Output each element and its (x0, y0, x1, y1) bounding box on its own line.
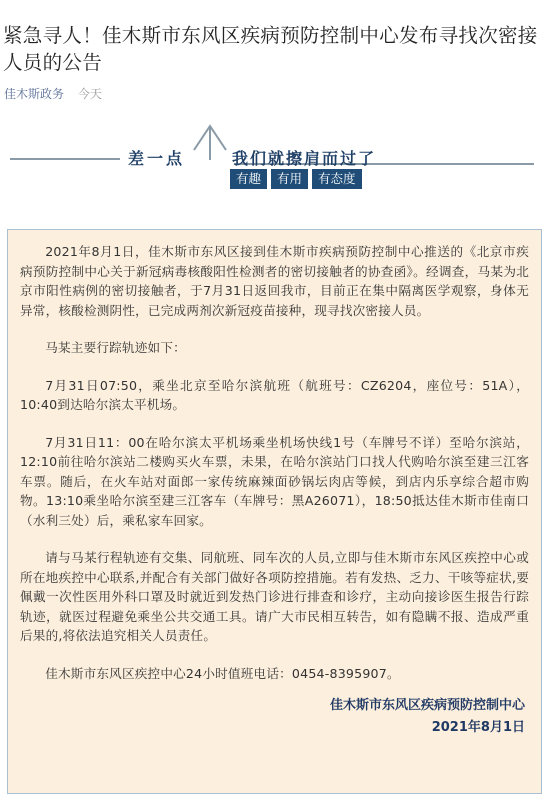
article-title: 紧急寻人！佳木斯市东风区疾病预防控制中心发布寻找次密接人员的公告 (3, 24, 538, 74)
header-banner (0, 120, 551, 195)
paragraph-itinerary-heading: 马某主要行踪轨迹如下： (45, 340, 186, 355)
paragraph-itinerary-2: 7月31日11：00在哈尔滨太平机场乘坐机场快线1号（车牌号不详）至哈尔滨站，12:10前往哈尔滨站二楼购买火车票，未果，在哈尔滨站门口找人代购哈尔滨至建三江客车票。随后，在火车站对面郎一家传统麻辣面砂锅坛肉店等候，到店内乐享综合超市购物。13:10乘坐哈尔滨至建三江客车（车牌号：黑A26071），18:50抵达佳木斯市佳南口（水利三处）后，乘私家车回家。 (20, 434, 529, 528)
paragraph-itinerary-1: 7月31日07:50，乘坐北京至哈尔滨航班（航班号：CZ6204，座位号：51A），10:40到达哈尔滨太平机场。 (20, 377, 529, 412)
paragraph-intro: 2021年8月1日，佳木斯市东风区接到佳木斯市疾病预防控制中心推送的《北京市疾病预防控制中心关于新冠病毒核酸阳性检测者的密切接触者的协查函》。经调查，马某为北京市阳性病例的密切接触者，于7月31日返回我市，目前正在集中隔离医学观察，身体无异常，核酸检测阴性，已完成两剂次新冠疫苗接种，现寻找次密接人员。 (20, 244, 529, 318)
source-account-link[interactable]: 佳木斯政务 (4, 87, 65, 101)
article-meta (4, 85, 102, 102)
paragraph-notice: 请与马某行程轨迹有交集、同航班、同车次的人员,立即与佳木斯市东风区疾控中心或所在地疾控中心联系,并配合有关部门做好各项防控措施。若有发热、乏力、干咳等症状,要佩戴一次性医用外科口罩及时就近到发热门诊进行排查和诊疗，主动向接诊医生报告行踪轨迹，就医过程避免乘坐公共交通工具。请广大市民相互转告，如有隐瞒不报、造成严重后果的,将依法追究相关人员责任。 (20, 550, 529, 643)
banner-tag: 有用 (271, 169, 308, 189)
banner-tags (230, 169, 362, 189)
paragraph-hotline: 佳木斯市东风区疾控中心24小时值班电话：0454-8395907。 (45, 665, 400, 681)
banner-right-text: 我们就擦肩而过了 (232, 149, 377, 168)
announcement-box (7, 229, 542, 794)
banner-tag: 有趣 (230, 169, 267, 189)
signature-org: 佳木斯市东风区疾病预防控制中心 (329, 698, 525, 713)
roof-icon (192, 120, 228, 162)
signature-date: 2021年8月1日 (431, 720, 525, 735)
publish-date: 今天 (77, 87, 102, 101)
banner-left-text: 差一点 (128, 149, 186, 168)
banner-tag: 有态度 (312, 169, 362, 189)
banner-rule-left (10, 158, 120, 160)
